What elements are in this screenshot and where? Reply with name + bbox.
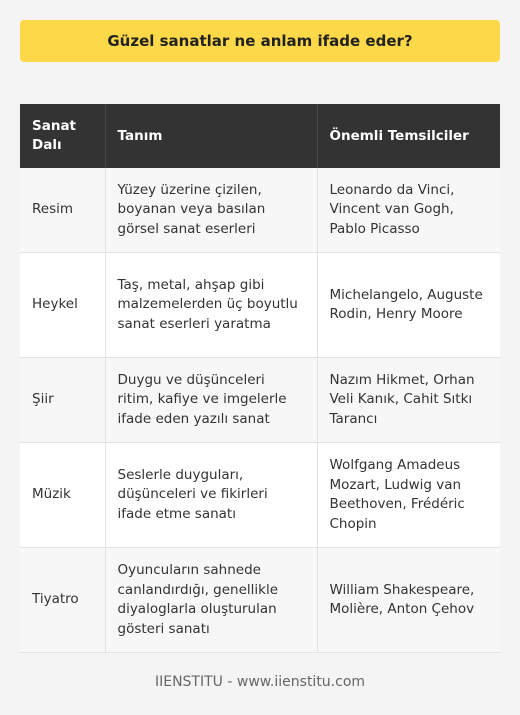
cell-representatives: William Shakespeare, Molière, Anton Çehov bbox=[317, 548, 500, 653]
table-row bbox=[20, 253, 500, 358]
cell-branch: Resim bbox=[20, 168, 105, 253]
cell-branch: Müzik bbox=[20, 443, 105, 548]
cell-representatives: Nazım Hikmet, Orhan Veli Kanık, Cahit Sıtkı Tarancı bbox=[317, 358, 500, 443]
art-branches-table bbox=[20, 104, 500, 653]
cell-branch: Heykel bbox=[20, 253, 105, 358]
header-definition: Tanım bbox=[105, 104, 317, 168]
header-branch: Sanat Dalı bbox=[20, 104, 105, 168]
cell-representatives: Wolfgang Amadeus Mozart, Ludwig van Beethoven, Frédéric Chopin bbox=[317, 443, 500, 548]
page-title: Güzel sanatlar ne anlam ifade eder? bbox=[20, 20, 500, 62]
cell-definition: Yüzey üzerine çizilen, boyanan veya basılan görsel sanat eserleri bbox=[105, 168, 317, 253]
cell-definition: Oyuncuların sahnede canlandırdığı, genellikle diyaloglarla oluşturulan gösteri sanatı bbox=[105, 548, 317, 653]
art-branches-table-container bbox=[20, 104, 500, 653]
cell-representatives: Leonardo da Vinci, Vincent van Gogh, Pablo Picasso bbox=[317, 168, 500, 253]
cell-branch: Tiyatro bbox=[20, 548, 105, 653]
table-row bbox=[20, 358, 500, 443]
footer-credit: IIENSTITU - www.iienstitu.com bbox=[154, 674, 366, 690]
cell-representatives: Michelangelo, Auguste Rodin, Henry Moore bbox=[317, 253, 500, 358]
cell-branch: Şiir bbox=[20, 358, 105, 443]
cell-definition: Seslerle duyguları, düşünceleri ve fikirleri ifade etme sanatı bbox=[105, 443, 317, 548]
table-row bbox=[20, 443, 500, 548]
table-row bbox=[20, 548, 500, 653]
header-representatives: Önemli Temsilciler bbox=[317, 104, 500, 168]
cell-definition: Duygu ve düşünceleri ritim, kafiye ve imgelerle ifade eden yazılı sanat bbox=[105, 358, 317, 443]
cell-definition: Taş, metal, ahşap gibi malzemelerden üç boyutlu sanat eserleri yaratma bbox=[105, 253, 317, 358]
table-header-row bbox=[20, 104, 500, 168]
table-row bbox=[20, 168, 500, 253]
